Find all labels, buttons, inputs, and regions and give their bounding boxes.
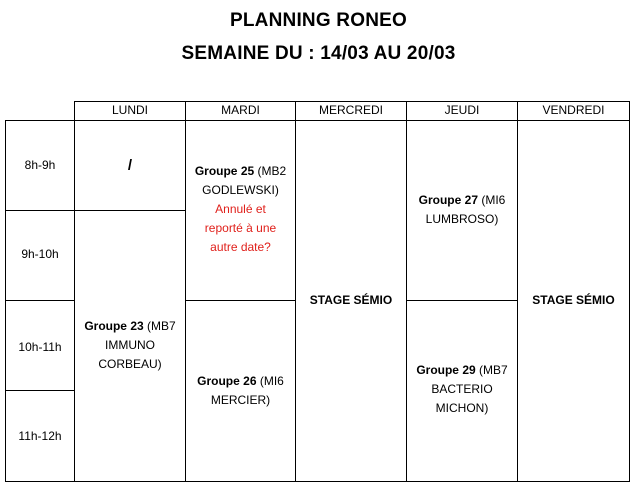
- grid-line: [185, 300, 296, 301]
- group-teacher: LUMBROSO): [425, 212, 499, 226]
- day-header-vendredi: VENDREDI: [542, 103, 605, 117]
- group-label: Groupe 23: [84, 319, 144, 333]
- page-title: PLANNING RONEO: [230, 10, 407, 31]
- grid-line: [629, 101, 630, 482]
- group-teacher: CORBEAU): [98, 357, 162, 371]
- lundi-groupe-23-cell: [75, 317, 185, 374]
- group-subject: BACTERIO: [431, 382, 493, 396]
- mardi-groupe-26-cell: [186, 372, 295, 410]
- group-teacher: GODLEWSKI): [202, 183, 279, 197]
- group-label: Groupe 29: [416, 363, 476, 377]
- mercredi-stage-cell: STAGE SÉMIO: [309, 293, 393, 307]
- group-teacher: MICHON): [435, 401, 489, 415]
- group-detail: (MI6: [256, 374, 284, 388]
- week-subtitle: SEMAINE DU : 14/03 AU 20/03: [181, 43, 456, 64]
- grid-line: [5, 120, 6, 482]
- time-slot-8h: 8h-9h: [24, 158, 56, 172]
- grid-line: [5, 210, 186, 211]
- day-header-mercredi: MERCREDI: [318, 103, 383, 117]
- day-header-mardi: MARDI: [221, 103, 260, 117]
- group-label: Groupe 27: [418, 193, 478, 207]
- grid-line: [5, 300, 75, 301]
- lundi-8h-cell: [75, 156, 185, 175]
- day-header-lundi: LUNDI: [111, 103, 148, 117]
- group-teacher: MERCIER): [210, 393, 271, 407]
- time-slot-11h: 11h-12h: [18, 429, 62, 443]
- slash-mark: /: [127, 157, 133, 174]
- grid-line: [406, 101, 407, 482]
- group-detail: (MB2: [254, 164, 287, 178]
- group-detail: (MI6: [478, 193, 506, 207]
- grid-line: [5, 481, 630, 482]
- cancellation-note: Annulé et: [215, 202, 266, 216]
- grid-line: [5, 120, 630, 121]
- time-slot-10h: 10h-11h: [18, 340, 62, 354]
- grid-line: [5, 390, 75, 391]
- day-header-jeudi: JEUDI: [444, 103, 480, 117]
- cancellation-note: autre date?: [210, 240, 271, 254]
- vendredi-stage-cell: STAGE SÉMIO: [532, 293, 615, 307]
- jeudi-groupe-27-cell: [407, 191, 517, 229]
- group-detail: (MB7: [475, 363, 508, 377]
- group-detail: (MB7: [143, 319, 176, 333]
- group-label: Groupe 25: [194, 164, 255, 178]
- jeudi-groupe-29-cell: [407, 361, 517, 418]
- grid-line: [406, 300, 518, 301]
- time-slot-9h: 9h-10h: [21, 247, 59, 261]
- group-label: Groupe 26: [197, 374, 257, 388]
- cancellation-note: reporté à une: [204, 221, 277, 235]
- grid-line: [185, 101, 186, 482]
- group-subject: IMMUNO: [105, 338, 155, 352]
- mardi-groupe-25-cell: [186, 162, 295, 257]
